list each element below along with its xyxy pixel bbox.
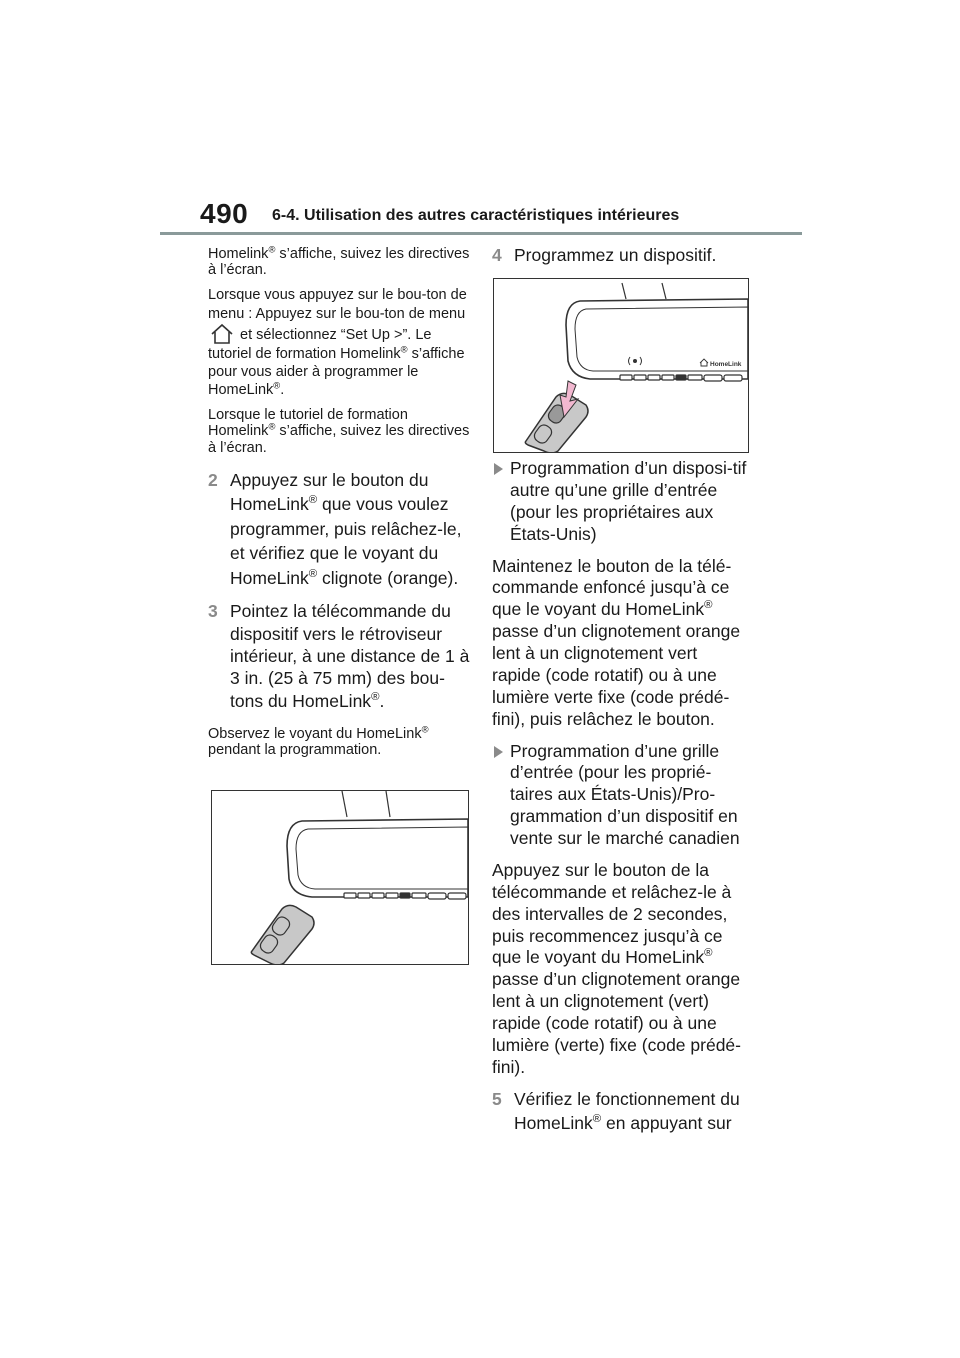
bullet-gate-device: Programmation d’une grille d’entrée (pour les proprié-taires aux États-Unis)/Pro-grammation d’un dispositif en vente sur le marché canadien [492,741,750,850]
left-paragraph-1: Homelink® s’affiche, suivez les directives à l’écran. [208,243,470,279]
figure-remote-pointing-at-mirror [211,790,469,965]
page-number: 490 [200,198,249,229]
homelink-logo-label: HomeLink [710,361,742,368]
step-4: 4 Programmez un dispositif. [492,245,717,265]
remote-transmitter [251,905,314,964]
header-rule [160,232,802,235]
bullet-non-gate-device: Programmation d’un disposi-tif autre qu’une grille d’entrée (pour les propriétaires aux États-Unis) [492,458,750,546]
left-paragraph-3: Lorsque le tutoriel de formation Homelink® s’affiche, suivez les directives à l’écran. [208,407,470,456]
bullet-triangle-icon [494,463,503,475]
step-2: 2 Appuyez sur le bouton du HomeLink® que vous voulez programmer, puis relâchez-le, et vérifiez que le voyant du HomeLink® clignote (orange). [208,469,462,588]
right-paragraph-1: Maintenez le bouton de la télé-commande enfoncé jusqu’à ce que le voyant du HomeLink® passe d’un clignotement orange lent à un clignotement vert rapide (code rotatif) ou à une lumière verte fixe (code prédé-fini), puis relâchez le bouton. [492,555,741,729]
figure-program-device [493,278,749,453]
step-2-number: 2 [208,469,218,490]
home-menu-icon [210,323,234,345]
step-3: 3 Pointez la télécommande du dispositif vers le rétroviseur intérieur, à une distance de 1 à 3 in. (25 à 75 mm) des bou-tons du HomeLink®. [208,601,470,711]
remote-transmitter [525,393,588,452]
bullet-triangle-icon [494,746,503,758]
step-4-number: 4 [492,245,502,265]
mirror-program-illustration [494,279,748,452]
right-column-body [492,458,750,1136]
step-5-number: 5 [492,1088,502,1109]
note-observe-indicator: Observez le voyant du HomeLink® pendant la programmation. [208,723,429,759]
step-5: 5 Vérifiez le fonctionnement du HomeLink® en appuyant sur [492,1088,740,1134]
left-column [208,243,470,759]
step-3-number: 3 [208,601,218,622]
section-title: 6-4. Utilisation des autres caractéristiques intérieures [272,207,680,224]
right-paragraph-2: Appuyez sur le bouton de la télécommande et relâchez-le à des intervalles de 2 secondes, puis recommencez jusqu’à ce que le voyant du HomeLink® passe d’un clignotement orange lent à un clignotement (vert) rapide (code rotatif) ou à une lumière (verte) fixe (code prédé-fini). [492,859,741,1077]
left-paragraph-2: Lorsque vous appuyez sur le bou-ton de menu : Appuyez sur le bou-ton de menu et sélectionnez “Set Up >”. Le tutoriel de formation Homelink® s’affiche pour vous aider à programmer le HomeLink®. [208,287,467,398]
mirror-remote-illustration [212,791,468,964]
